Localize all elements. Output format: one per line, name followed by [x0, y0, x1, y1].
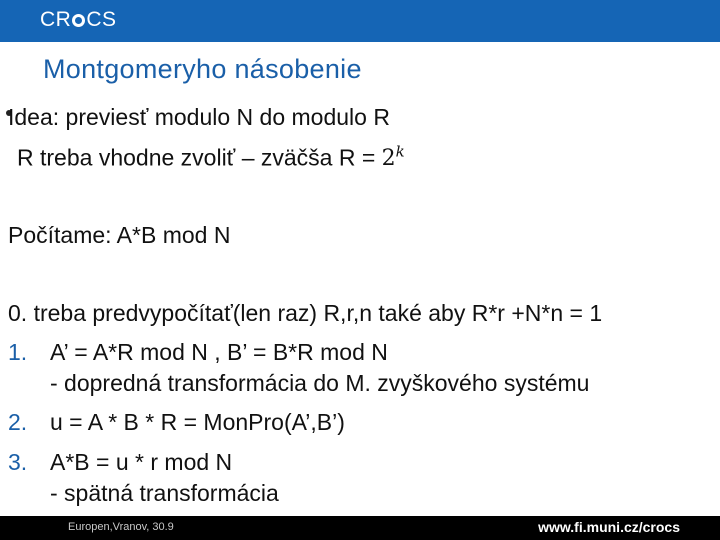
footer-bar	[0, 516, 720, 540]
footer-event: Europen,Vranov, 30.9	[68, 521, 174, 533]
choice-line: R treba vhodne zvoliť – zväčša $R = 2^k$	[17, 143, 405, 172]
crocs-logo: CR CS	[40, 8, 117, 31]
step3-subline: - spätná transformácia	[50, 480, 279, 506]
compute-line: Počítame: A*B mod N	[8, 222, 231, 248]
footer-url: www.fi.muni.cz/crocs	[538, 519, 680, 535]
step3-number: 3.	[8, 449, 28, 475]
step0-line: 0. treba predvypočítať(len raz) R,r,n také aby R*r +N*n = 1	[8, 300, 603, 326]
step2-line: 2. u = A * B * R = MonPro(A’,B’)	[8, 409, 345, 435]
top-bar	[0, 0, 720, 42]
step1-subline: - dopredná transformácia do M. zvyškového systému	[50, 370, 590, 396]
step2-number: 2.	[8, 409, 28, 435]
step1-number: 1.	[8, 339, 28, 365]
idea-line: Idea: previesť modulo N do modulo R	[8, 104, 390, 130]
power-expression: 2$^k$	[381, 143, 405, 172]
step1-line: 1. A’ = A*R mod N , B’ = B*R mod N	[8, 339, 388, 365]
step3-line: 3. A*B = u * r mod N	[8, 449, 233, 475]
slide-title: Montgomeryho násobenie	[43, 54, 362, 84]
